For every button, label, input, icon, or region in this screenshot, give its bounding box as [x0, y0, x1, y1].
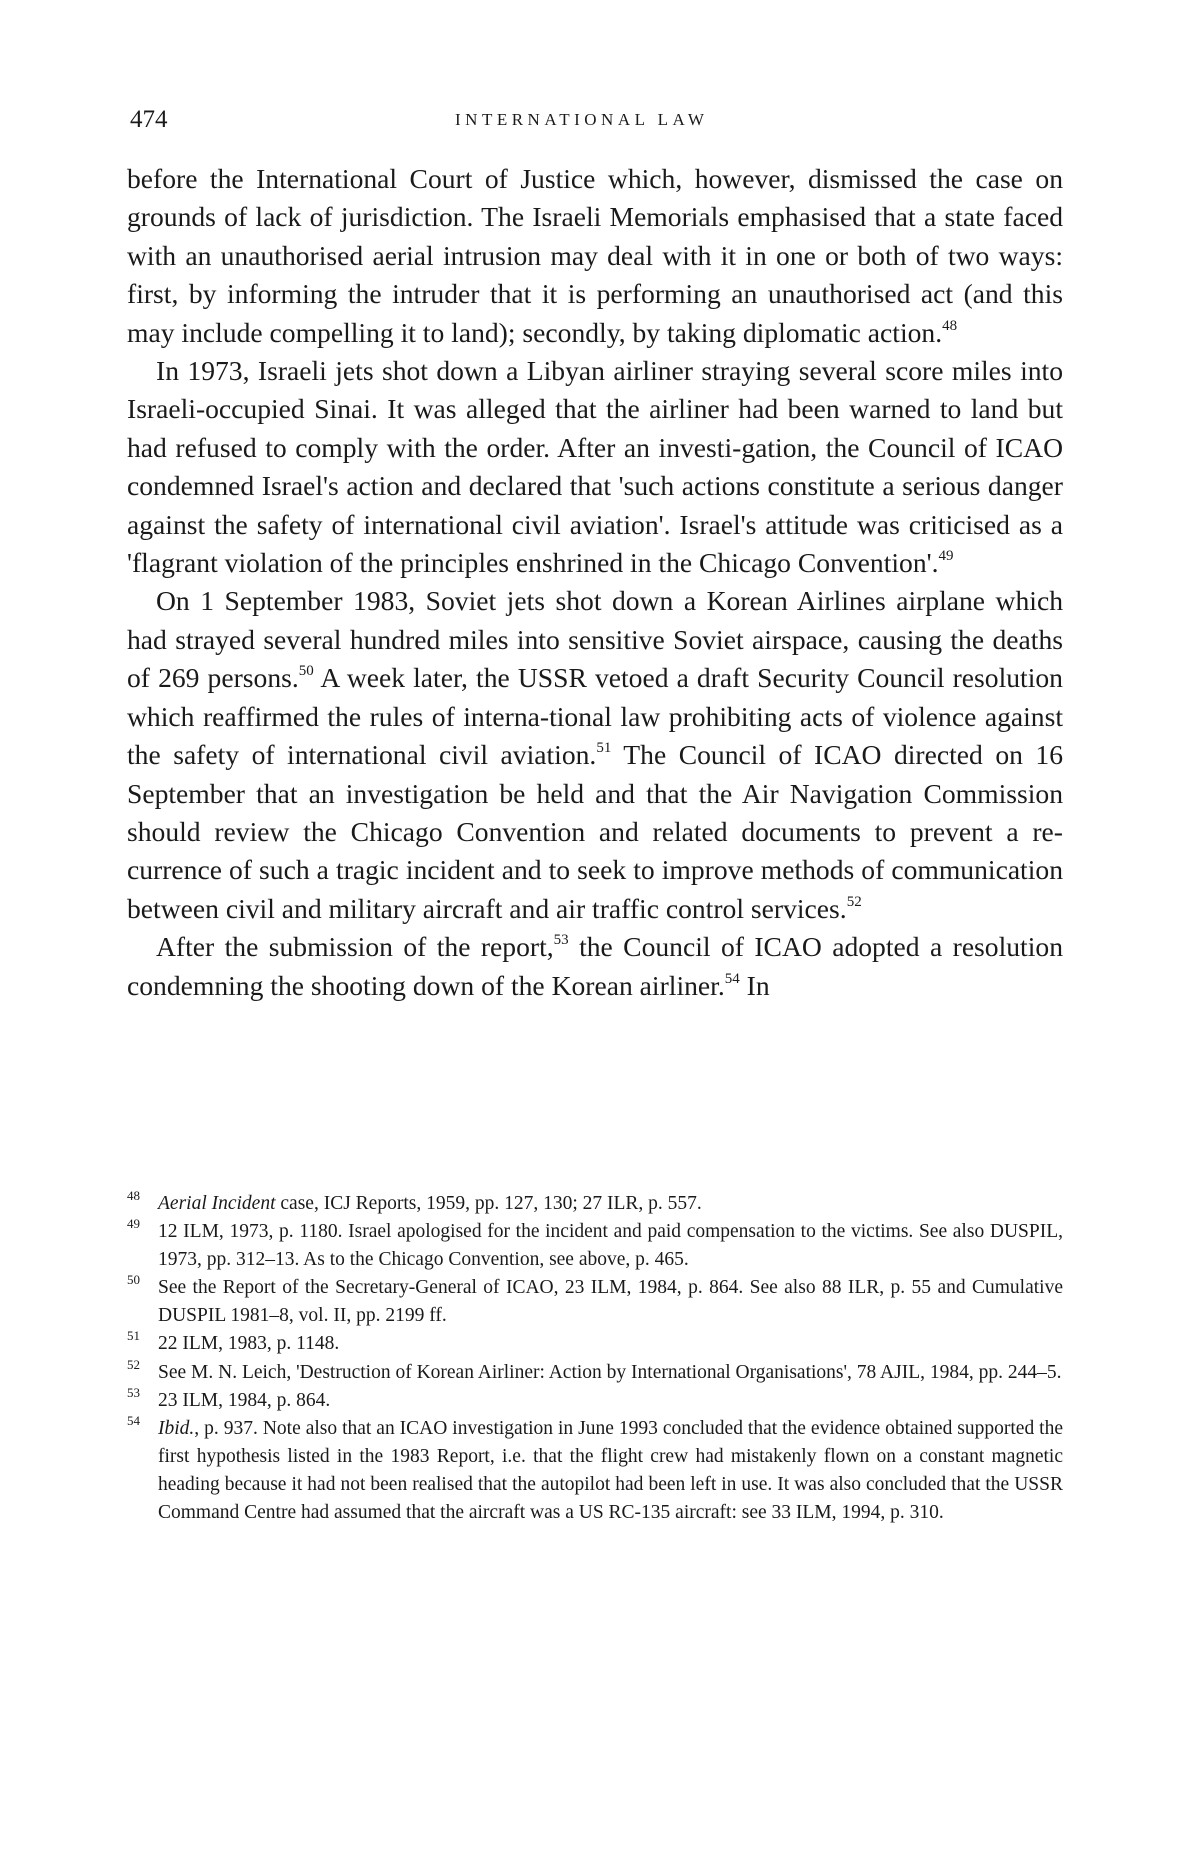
footnote [127, 1274, 1063, 1330]
footnote-ref: 54 [724, 970, 740, 987]
footnote-text: See the Report of the Secretary-General of ICAO, 23 ILM, 1984, p. 864. See also 88 ILR, p. 55 and Cumulative DUSPIL 1981–8, vol. II, pp. 2199 ff. [158, 1277, 1063, 1327]
paragraph-3 [127, 582, 1063, 928]
footnote [127, 1218, 1063, 1274]
paragraph-text: In [739, 969, 770, 1001]
paragraph-2 [127, 352, 1063, 582]
footnote-number: 53 [127, 1384, 140, 1400]
running-head [130, 106, 1060, 136]
paragraph-text: On 1 September 1983, Soviet jets shot down a Korean Airlines airplane which had strayed several hundred miles into sensitive Soviet airspace, causing the deaths of 269 persons. [127, 585, 1063, 694]
footnote-number: 49 [127, 1216, 140, 1232]
paragraph-text: A week later, the USSR vetoed a draft Security Council resolution which reaffirmed the rules of interna-tional law prohibiting acts of violence against the safety of international civil aviation. [127, 662, 1063, 771]
footnote-ref: 52 [846, 893, 862, 910]
paragraph-4 [127, 928, 1063, 1005]
footnote-italic: Aerial Incident [158, 1193, 276, 1214]
paragraph-1 [127, 160, 1063, 352]
footnote-number: 51 [127, 1328, 140, 1344]
paragraph-text: the Council of ICAO adopted a resolution condemning the shooting down of the Korean airliner. [127, 931, 1063, 1001]
footnote-number: 50 [127, 1272, 140, 1288]
footnote-ref: 51 [596, 740, 612, 757]
running-title: INTERNATIONAL LAW [455, 110, 709, 129]
footnote-text: 23 ILM, 1984, p. 864. [158, 1389, 331, 1411]
paragraph-text: The Council of ICAO directed on 16 September that an investigation be held and that the Air Navigation Commission should review the Chicago Convention and related documents to prevent a re-currence of such a tragic incident and to seek to improve methods of communication between civil and military aircraft and air traffic control services. [127, 739, 1063, 924]
footnote [127, 1190, 1063, 1218]
footnote-text: 22 ILM, 1983, p. 1148. [158, 1333, 340, 1355]
footnote-ref: 53 [553, 932, 569, 949]
footnote-text: , p. 937. Note also that an ICAO investigation in June 1993 concluded that the evidence obtained supported the first hypothesis listed in the 1983 Report, i.e. that the flight crew had mistakenly flown on a constant magnetic heading because it had not been realised that the autopilot had been left in use. It was also concluded that the USSR Command Centre had assumed that the aircraft was a US RC-135 aircraft: see 33 ILM, 1994, p. 310. [158, 1417, 1063, 1524]
footnote-italic: Ibid. [158, 1417, 195, 1439]
footnote [127, 1356, 1063, 1387]
footnotes [127, 1190, 1063, 1527]
footnote-number: 52 [127, 1356, 140, 1372]
paragraph-text: After the submission of the report, [156, 931, 554, 963]
footnote-ref: 49 [938, 548, 954, 565]
body-text [127, 160, 1063, 1005]
footnote [127, 1330, 1063, 1358]
footnote [127, 1412, 1063, 1527]
footnote-text: 12 ILM, 1973, p. 1180. Israel apologised for the incident and paid compensation to the victims. See also DUSPIL, 1973, pp. 312–13. As to the Chicago Convention, see above, p. 465. [158, 1221, 1063, 1271]
footnote-text: case, ICJ Reports, 1959, pp. 127, 130; 27 ILR, p. 557. [275, 1193, 702, 1214]
footnote-ref: 50 [298, 663, 314, 680]
paragraph-text: before the International Court of Justice which, however, dismissed the case on grounds of lack of jurisdiction. The Israeli Memorials emphasised that a state faced with an unauthorised aerial intrusion may deal with it in one or both of two ways: first, by informing the intruder that it is performing an unauthorised act (and this may include compelling it to land); secondly, by taking diplomatic action. [127, 163, 1063, 348]
footnote [127, 1384, 1063, 1415]
page-number: 474 [130, 106, 168, 133]
paragraph-text: In 1973, Israeli jets shot down a Libyan airliner straying several score miles into Israeli-occupied Sinai. It was alleged that the airliner had been warned to land but had refused to comply with the order. After an investi-gation, the Council of ICAO condemned Israel's action and declared that 'such actions constitute a serious danger against the safety of international civil aviation'. Israel's attitude was criticised as a 'flagrant violation of the principles enshrined in the Chicago Convention'. [127, 355, 1063, 579]
footnote-ref: 48 [942, 317, 958, 334]
footnote-number: 54 [127, 1412, 140, 1428]
footnote-text: See M. N. Leich, 'Destruction of Korean Airliner: Action by International Organisations', 78 AJIL, 1984, pp. 244–5. [158, 1361, 1062, 1383]
footnote-number: 48 [127, 1188, 140, 1203]
